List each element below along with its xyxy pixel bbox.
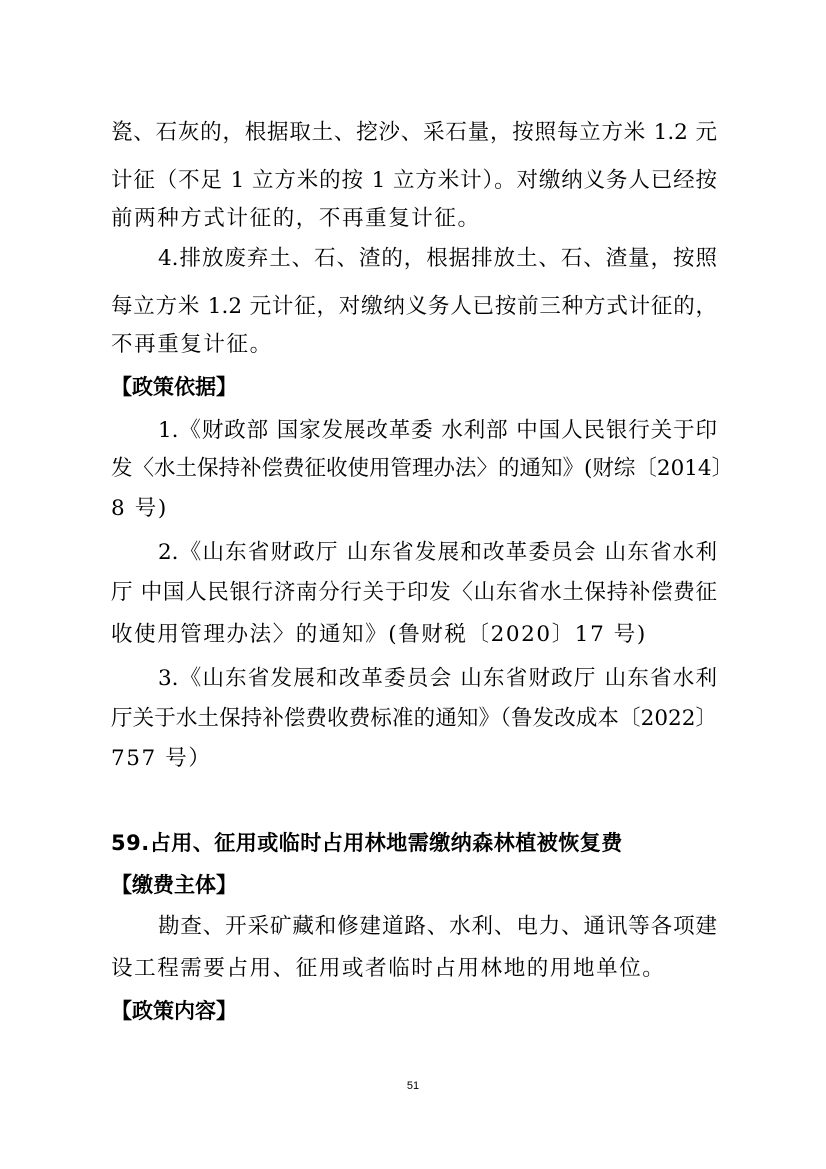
paragraph-line: 瓷、石灰的，根据取土、挖沙、采石量，按照每立方米 1.2 元 — [111, 120, 717, 145]
reference-line: 2.《山东省财政厅 山东省发展和改革委员会 山东省水利 — [158, 540, 717, 565]
reference-line: 收使用管理办法〉的通知》(鲁财税〔2020〕17 号) — [111, 622, 647, 647]
paragraph-line: 4.排放废弃土、石、渣的，根据排放土、石、渣量，按照 — [158, 246, 717, 271]
reference-line: 厅关于水土保持补偿费收费标准的通知》（鲁发改成本〔2022〕 — [111, 706, 717, 731]
section-heading-policy-basis: 【政策依据】 — [111, 375, 237, 399]
paragraph-line: 勘查、开采矿藏和修建道路、水利、电力、通讯等各项建 — [158, 914, 717, 939]
page-number: 51 — [406, 1080, 420, 1092]
paragraph-line: 前两种方式计征的，不再重复计征。 — [111, 206, 481, 231]
section-title: 59.占用、征用或临时占用林地需缴纳森林植被恢复费 — [111, 831, 623, 855]
paragraph-line: 设工程需要占用、征用或者临时占用林地的用地单位。 — [111, 956, 666, 981]
section-heading-payer: 【缴费主体】 — [111, 873, 237, 897]
reference-line: 8 号) — [111, 496, 168, 521]
reference-line: 发〈水土保持补偿费征收使用管理办法〉的通知》(财综〔2014〕 — [111, 456, 734, 481]
paragraph-line: 每立方米 1.2 元计征，对缴纳义务人已按前三种方式计征的， — [111, 294, 717, 319]
reference-line: 厅 中国人民银行济南分行关于印发〈山东省水土保持补偿费征 — [111, 580, 717, 605]
paragraph-line: 不再重复计征。 — [111, 332, 273, 357]
paragraph-line: 计征（不足 1 立方米的按 1 立方米计）。对缴纳义务人已经按 — [111, 168, 717, 193]
section-heading-content: 【政策内容】 — [111, 999, 237, 1023]
reference-line: 1.《财政部 国家发展改革委 水利部 中国人民银行关于印 — [158, 418, 717, 443]
reference-line: 3.《山东省发展和改革委员会 山东省财政厅 山东省水利 — [158, 666, 717, 691]
reference-line: 757 号） — [111, 746, 212, 771]
